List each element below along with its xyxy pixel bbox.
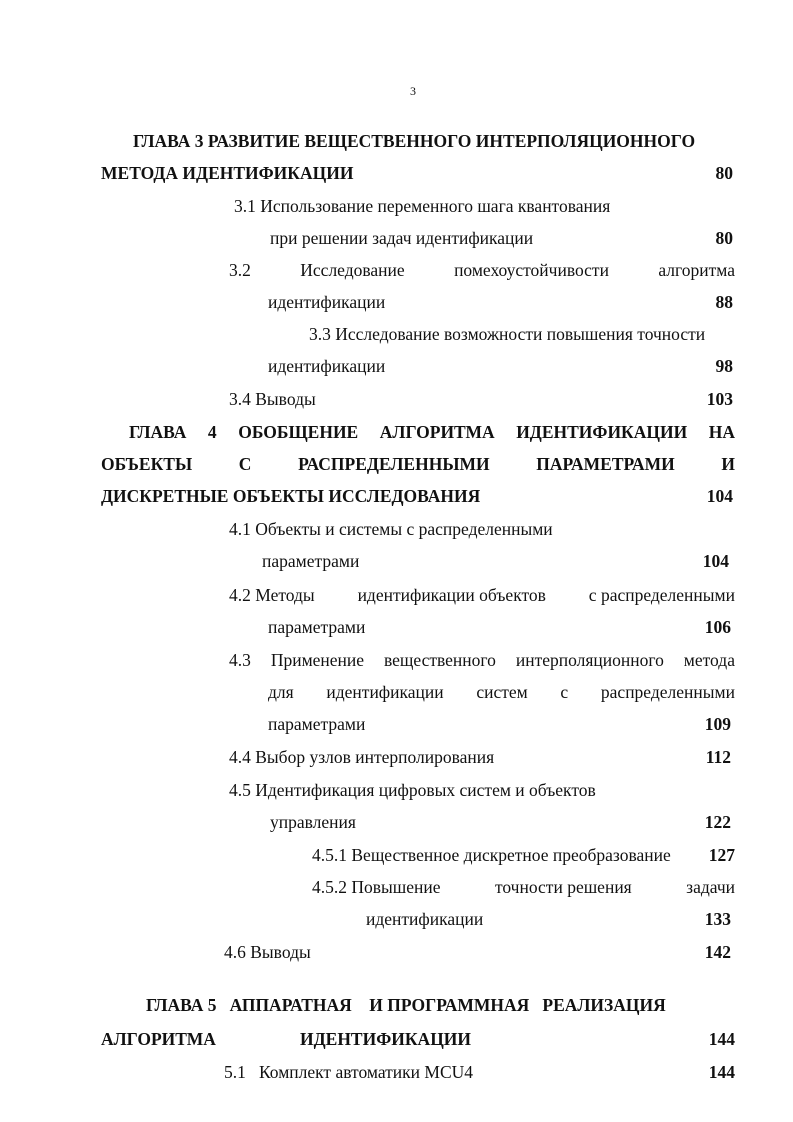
- section-3-1-line2: при решении задач идентификации: [270, 228, 534, 248]
- word: помехоустойчивости: [454, 260, 609, 280]
- section-4-2-page: 106: [704, 617, 731, 637]
- word: задачи: [686, 877, 735, 897]
- chapter-5-page: 144: [708, 1029, 735, 1049]
- chapter-4-title-line3: ДИСКРЕТНЫЕ ОБЪЕКТЫ ИССЛЕДОВАНИЯ: [101, 486, 481, 506]
- section-3-1-page: 80: [715, 228, 733, 248]
- section-5-1: 5.1 Комплект автоматики MCU4: [224, 1062, 474, 1082]
- word: 4.3: [229, 650, 251, 670]
- section-4-2-line2: параметрами: [268, 617, 366, 637]
- section-4-1-page: 104: [702, 551, 729, 571]
- word: 4.2 Методы: [229, 585, 315, 605]
- word: для: [268, 682, 294, 702]
- section-4-3-line3: параметрами: [268, 714, 366, 734]
- section-3-3-line1: 3.3 Исследование возможности повышения точности: [309, 324, 706, 344]
- word: Исследование: [300, 260, 405, 280]
- section-4-6: 4.6 Выводы: [224, 942, 311, 962]
- section-4-5-1: 4.5.1 Вещественное дискретное преобразование: [312, 845, 671, 865]
- word: систем: [476, 682, 528, 702]
- word: 4: [207, 422, 217, 442]
- section-4-5-line1: 4.5 Идентификация цифровых систем и объектов: [229, 780, 596, 800]
- word: точности решения: [494, 877, 632, 897]
- word: ОБЪЕКТЫ: [101, 454, 193, 474]
- section-4-1-line1: 4.1 Объекты и системы с распределенными: [229, 519, 553, 539]
- word: с распределенными: [588, 585, 735, 605]
- word: И: [721, 454, 735, 474]
- section-4-1-line2: параметрами: [262, 551, 360, 571]
- section-3-2-line2: идентификации: [268, 292, 386, 312]
- section-4-3-line2: [268, 682, 735, 703]
- section-3-2-line1: [229, 260, 735, 281]
- word: Применение: [270, 650, 365, 670]
- section-3-2-page: 88: [715, 292, 733, 312]
- section-4-5-2-line2: идентификации: [366, 909, 484, 929]
- word: алгоритма: [658, 260, 735, 280]
- word: НА: [708, 422, 735, 442]
- chapter-3-page: 80: [715, 163, 733, 183]
- word: вещественного: [383, 650, 496, 670]
- word: идентификации: [326, 682, 444, 702]
- section-4-3-page: 109: [704, 714, 731, 734]
- chapter-4-title-line2: [101, 454, 735, 475]
- word: АЛГОРИТМА: [379, 422, 495, 442]
- word: распределенными: [600, 682, 735, 702]
- section-4-5-line2: управления: [270, 812, 356, 832]
- section-4-5-1-page: 127: [708, 845, 735, 865]
- word: 3.2: [229, 260, 251, 280]
- section-4-3-line1: [229, 650, 735, 671]
- section-3-1-line1: 3.1 Использование переменного шага квантования: [234, 196, 611, 216]
- chapter-3-title-line1: ГЛАВА 3 РАЗВИТИЕ ВЕЩЕСТВЕННОГО ИНТЕРПОЛЯЦИОННОГО: [133, 131, 696, 151]
- chapter-3-title-line2: МЕТОДА ИДЕНТИФИКАЦИИ: [101, 163, 354, 183]
- section-4-5-2-line1: [312, 877, 735, 898]
- word: метода: [683, 650, 735, 670]
- word: интерполяционного: [515, 650, 664, 670]
- section-4-5-page: 122: [704, 812, 731, 832]
- word: РАСПРЕДЕЛЕННЫМИ: [298, 454, 490, 474]
- word: с: [560, 682, 569, 702]
- word: С: [238, 454, 252, 474]
- section-4-6-page: 142: [704, 942, 731, 962]
- section-3-3-line2: идентификации: [268, 356, 386, 376]
- word: ГЛАВА: [129, 422, 187, 442]
- chapter-5-title-line1: ГЛАВА 5 АППАРАТНАЯ И ПРОГРАММНАЯ РЕАЛИЗАЦИЯ: [146, 995, 666, 1015]
- chapter-4-title-line1: [129, 422, 735, 443]
- section-4-5-2-page: 133: [704, 909, 731, 929]
- section-3-3-page: 98: [715, 356, 733, 376]
- word: ПАРАМЕТРАМИ: [536, 454, 675, 474]
- word: идентификации объектов: [357, 585, 546, 605]
- chapter-5-title-word1: АЛГОРИТМА: [101, 1029, 216, 1049]
- word: ОБОБЩЕНИЕ: [238, 422, 359, 442]
- page-number: 3: [410, 84, 416, 98]
- section-3-4: 3.4 Выводы: [229, 389, 316, 409]
- word: ИДЕНТИФИКАЦИИ: [516, 422, 688, 442]
- section-4-4-page: 112: [705, 747, 731, 767]
- chapter-5-title-word2: ИДЕНТИФИКАЦИИ: [300, 1029, 472, 1049]
- section-3-4-page: 103: [706, 389, 733, 409]
- word: 4.5.2 Повышение: [312, 877, 441, 897]
- section-4-2-line1: [229, 585, 735, 606]
- section-5-1-page: 144: [708, 1062, 735, 1082]
- section-4-4: 4.4 Выбор узлов интерполирования: [229, 747, 495, 767]
- chapter-4-page: 104: [706, 486, 733, 506]
